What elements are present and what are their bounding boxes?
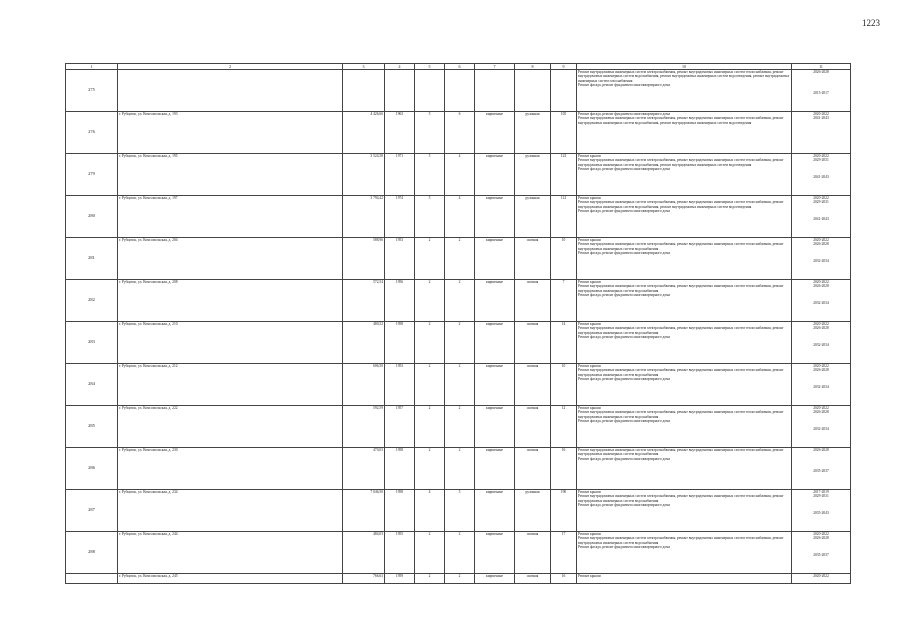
works-cell: Ремонт крыши Ремонт внутридомовых инженерных систем электроснабжения, ремонт внутридомовых инженерных систем теплоснабжения, ремонт внутридомовых инженерных систем водоснабжения Ремонт фасада, ремонт фундамента многоквартирного дома [577, 322, 792, 364]
periods-cell: 2026-2028 2015-2017 [792, 70, 851, 112]
walls-material-cell: кирпичные [475, 154, 515, 196]
address-cell: г. Рубцовск, ул. Комсомольская, д. 230 [118, 448, 343, 490]
address-cell: г. Рубцовск, ул. Комсомольская, д. 208 [118, 280, 343, 322]
page-number: 1223 [862, 18, 880, 28]
capital-repair-table [65, 63, 851, 584]
walls-material-cell: кирпичные [475, 532, 515, 574]
row-number-cell: 288 [66, 532, 118, 574]
works-cell: Ремонт крыши Ремонт внутридомовых инженерных систем электроснабжения, ремонт внутридомовых инженерных систем теплоснабжения, ремонт внутридомовых инженерных систем водоснабжения Ремонт фасада, ремонт фундамента многоквартирного дома [577, 406, 792, 448]
works-cell: Ремонт крыши Ремонт внутридомовых инженерных систем электроснабжения, ремонт внутридомовых инженерных систем теплоснабжения, ремонт внутридомовых инженерных систем водоснабжения Ремонт фасада, ремонт фундамента многоквартирного дома [577, 364, 792, 406]
header-cell: 2 [118, 64, 343, 70]
header-cell: 10 [577, 64, 792, 70]
periods-cell: 2020-2022 2029-2031 2041-2043 [792, 154, 851, 196]
roof-type-cell: скатная [515, 364, 551, 406]
works-cell: Ремонт крыши [577, 574, 792, 584]
year-cell [385, 70, 415, 112]
roof-type-cell: скатная [515, 532, 551, 574]
periods-cell: 2026-2028 2035-2037 [792, 448, 851, 490]
area-cell: 480,52 [343, 322, 385, 364]
row-number-cell: 281 [66, 238, 118, 280]
header-cell: 3 [343, 64, 385, 70]
floors-cell: 2 [415, 238, 445, 280]
entrances-cell: 2 [445, 364, 475, 406]
row-number-cell: 279 [66, 154, 118, 196]
year-cell: 1958 [385, 322, 415, 364]
entrances-cell: 4 [445, 196, 475, 238]
apartments-cell: 190 [551, 490, 577, 532]
row-number-cell: 287 [66, 490, 118, 532]
address-cell: г. Рубцовск, ул. Комсомольская, д. 197 [118, 196, 343, 238]
works-cell: Ремонт крыши Ремонт внутридомовых инженерных систем электроснабжения, ремонт внутридомовых инженерных систем теплоснабжения, ремонт внутридомовых инженерных систем водоснабжения Ремонт фасада, ремонт фундамента многоквартирного дома [577, 532, 792, 574]
table-row [66, 154, 851, 196]
periods-cell: 2020-2022 2026-2028 2032-2034 [792, 406, 851, 448]
entrances-cell: 2 [445, 238, 475, 280]
walls-material-cell: кирпичные [475, 322, 515, 364]
address-cell [118, 70, 343, 112]
walls-material-cell: кирпичные [475, 448, 515, 490]
area-cell: 588,96 [343, 238, 385, 280]
floors-cell: 2 [415, 406, 445, 448]
apartments-cell: 17 [551, 532, 577, 574]
address-cell: г. Рубцовск, ул. Комсомольская, д. 212 [118, 364, 343, 406]
periods-cell: 2020-2022 [792, 574, 851, 584]
table-row [66, 490, 851, 532]
header-cell: 4 [385, 64, 415, 70]
area-cell: 3 794,42 [343, 196, 385, 238]
entrances-cell: 5 [445, 490, 475, 532]
area-cell: 592,59 [343, 406, 385, 448]
works-cell: Ремонт внутридомовых инженерных систем электроснабжения, ремонт внутридомовых инженерных систем теплоснабжения, ремонт внутридомовых инженерных систем водоснабжения Ремонт фасада, ремонт фундамента многоквартирного дома [577, 448, 792, 490]
periods-cell: 2017-2019 2029-2031 2035-2043 [792, 490, 851, 532]
row-number-cell: 283 [66, 322, 118, 364]
row-number-cell: 286 [66, 448, 118, 490]
address-cell: г. Рубцовск, ул. Комсомольская, д. 245 [118, 574, 343, 584]
entrances-cell [445, 70, 475, 112]
walls-material-cell: кирпичные [475, 574, 515, 584]
header-cell: 1 [66, 64, 118, 70]
floors-cell: 2 [415, 448, 445, 490]
area-cell: 7 046,50 [343, 490, 385, 532]
floors-cell: 2 [415, 280, 445, 322]
header-cell: 7 [475, 64, 515, 70]
table-row [66, 322, 851, 364]
walls-material-cell: кирпичные [475, 238, 515, 280]
apartments-cell: 12 [551, 406, 577, 448]
roof-type-cell: рулонная [515, 112, 551, 154]
floors-cell [415, 70, 445, 112]
entrances-cell: 2 [445, 280, 475, 322]
area-cell: 470,03 [343, 448, 385, 490]
year-cell: 1953 [385, 364, 415, 406]
walls-material-cell [475, 70, 515, 112]
entrances-cell: 4 [445, 154, 475, 196]
year-cell: 1974 [385, 196, 415, 238]
header-cell: 5 [415, 64, 445, 70]
header-cell: 8 [515, 64, 551, 70]
floors-cell: 5 [415, 112, 445, 154]
roof-type-cell: рулонная [515, 154, 551, 196]
walls-material-cell: кирпичные [475, 364, 515, 406]
floors-cell: 2 [415, 574, 445, 584]
year-cell: 1971 [385, 154, 415, 196]
year-cell: 1955 [385, 532, 415, 574]
area-cell: 484,03 [343, 532, 385, 574]
floors-cell: 5 [415, 196, 445, 238]
walls-material-cell: кирпичные [475, 196, 515, 238]
apartments-cell: 7 [551, 280, 577, 322]
apartments-cell: 16 [551, 574, 577, 584]
table-row [66, 574, 851, 584]
apartments-cell: 112 [551, 196, 577, 238]
floors-cell: 2 [415, 532, 445, 574]
works-cell: Ремонт крыши Ремонт внутридомовых инженерных систем электроснабжения, ремонт внутридомовых инженерных систем теплоснабжения, ремонт внутридомовых инженерных систем водоснабжения, ремонт внутридомовых инженерных систем водоотведения Ремонт фасада, ремонт фундамента многоквартирного дома [577, 154, 792, 196]
periods-cell: 2020-2022 2026-2028 2032-2034 [792, 364, 851, 406]
walls-material-cell: кирпичные [475, 280, 515, 322]
entrances-cell: 2 [445, 532, 475, 574]
area-cell: 4 426,66 [343, 112, 385, 154]
table-row [66, 196, 851, 238]
roof-type-cell: рулонная [515, 490, 551, 532]
table-row [66, 448, 851, 490]
roof-type-cell: скатная [515, 280, 551, 322]
roof-type-cell: скатная [515, 448, 551, 490]
header-cell: 9 [551, 64, 577, 70]
walls-material-cell: кирпичные [475, 490, 515, 532]
entrances-cell: 2 [445, 406, 475, 448]
address-cell: г. Рубцовск, ул. Комсомольская, д. 204 [118, 238, 343, 280]
works-cell: Ремонт фасада, ремонт фундамента многоквартирного дома Ремонт внутридомовых инженерных систем электроснабжения, ремонт внутридомовых инженерных систем теплоснабжения, ремонт внутридомовых инженерных систем водоснабжения, ремонт внутридомовых инженерных систем водоотведения [577, 112, 792, 154]
row-number-cell: 282 [66, 280, 118, 322]
row-number-cell: 276 [66, 112, 118, 154]
roof-type-cell: скатная [515, 406, 551, 448]
table-row [66, 406, 851, 448]
floors-cell: 2 [415, 322, 445, 364]
walls-material-cell: кирпичные [475, 406, 515, 448]
row-number-cell: 280 [66, 196, 118, 238]
entrances-cell: 2 [445, 448, 475, 490]
area-cell: 606,50 [343, 364, 385, 406]
roof-type-cell: рулонная [515, 196, 551, 238]
entrances-cell: 2 [445, 574, 475, 584]
periods-cell: 2020-2022 2026-2028 2035-2037 [792, 532, 851, 574]
apartments-cell: 10 [551, 238, 577, 280]
floors-cell: 5 [415, 154, 445, 196]
address-cell: г. Рубцовск, ул. Комсомольская, д. 193 [118, 112, 343, 154]
address-cell: г. Рубцовск, ул. Комсомольская, д. 234 [118, 490, 343, 532]
year-cell: 1958 [385, 490, 415, 532]
table-row [66, 532, 851, 574]
apartments-cell: 14 [551, 322, 577, 364]
works-cell: Ремонт крыши Ремонт внутридомовых инженерных систем электроснабжения, ремонт внутридомовых инженерных систем теплоснабжения, ремонт внутридомовых инженерных систем водоснабжения Ремонт фасада, ремонт фундамента многоквартирного дома [577, 238, 792, 280]
area-cell: 3 524,58 [343, 154, 385, 196]
apartments-cell: 10 [551, 364, 577, 406]
year-cell: 1956 [385, 280, 415, 322]
year-cell: 1953 [385, 238, 415, 280]
row-number-cell: 275 [66, 70, 118, 112]
works-cell: Ремонт крыши Ремонт внутридомовых инженерных систем электроснабжения, ремонт внутридомовых инженерных систем теплоснабжения, ремонт внутридомовых инженерных систем водоснабжения Ремонт фасада, ремонт фундамента многоквартирного дома [577, 280, 792, 322]
year-cell: 1958 [385, 448, 415, 490]
periods-cell: 2020-2022 2026-2028 2032-2034 [792, 238, 851, 280]
area-cell: 572,54 [343, 280, 385, 322]
header-cell: 6 [445, 64, 475, 70]
roof-type-cell [515, 70, 551, 112]
table-row [66, 70, 851, 112]
table-row [66, 280, 851, 322]
address-cell: г. Рубцовск, ул. Комсомольская, д. 195 [118, 154, 343, 196]
year-cell: 1959 [385, 574, 415, 584]
works-cell: Ремонт внутридомовых инженерных систем электроснабжения, ремонт внутридомовых инженерных систем теплоснабжения, ремонт внутридомовых инженерных систем водоснабжения, ремонт внутридомовых инженерных систем водоотведения, ремонт внутридомовых инженерных систем газоснабжения Ремонт фасада, ремонт фундамента многоквартирного дома [577, 70, 792, 112]
apartments-cell [551, 70, 577, 112]
works-cell: Ремонт крыши Ремонт внутридомовых инженерных систем электроснабжения, ремонт внутридомовых инженерных систем теплоснабжения, ремонт внутридомовых инженерных систем водоснабжения Ремонт фасада, ремонт фундамента многоквартирного дома [577, 490, 792, 532]
roof-type-cell: скатная [515, 322, 551, 364]
table-row [66, 238, 851, 280]
row-number-cell: 284 [66, 364, 118, 406]
floors-cell: 2 [415, 364, 445, 406]
year-cell: 1957 [385, 406, 415, 448]
apartments-cell: 105 [551, 112, 577, 154]
apartments-cell: 123 [551, 154, 577, 196]
periods-cell: 2020-2022 2026-2028 2032-2034 [792, 322, 851, 364]
entrances-cell: 2 [445, 322, 475, 364]
address-cell: г. Рубцовск, ул. Комсомольская, д. 222 [118, 406, 343, 448]
address-cell: г. Рубцовск, ул. Комсомольская, д. 210 [118, 322, 343, 364]
apartments-cell: 16 [551, 448, 577, 490]
roof-type-cell: скатная [515, 574, 551, 584]
area-cell [343, 70, 385, 112]
header-cell: 11 [792, 64, 851, 70]
works-cell: Ремонт крыши Ремонт внутридомовых инженерных систем электроснабжения, ремонт внутридомовых инженерных систем теплоснабжения, ремонт внутридомовых инженерных систем водоснабжения, ремонт внутридомовых инженерных систем водоотведения Ремонт фасада, ремонт фундамента многоквартирного дома [577, 196, 792, 238]
walls-material-cell: кирпичные [475, 112, 515, 154]
periods-cell: 2020-2022 2029-2031 2041-2043 [792, 196, 851, 238]
year-cell: 1963 [385, 112, 415, 154]
table-row [66, 364, 851, 406]
area-cell: 766,63 [343, 574, 385, 584]
periods-cell: 2020-2022 2026-2028 2032-2034 [792, 280, 851, 322]
periods-cell: 2020-2022 2041-2043 [792, 112, 851, 154]
table-row [66, 112, 851, 154]
address-cell: г. Рубцовск, ул. Комсомольская, д. 244 [118, 532, 343, 574]
row-number-cell [66, 574, 118, 584]
row-number-cell: 285 [66, 406, 118, 448]
floors-cell: 4 [415, 490, 445, 532]
roof-type-cell: скатная [515, 238, 551, 280]
entrances-cell: 6 [445, 112, 475, 154]
